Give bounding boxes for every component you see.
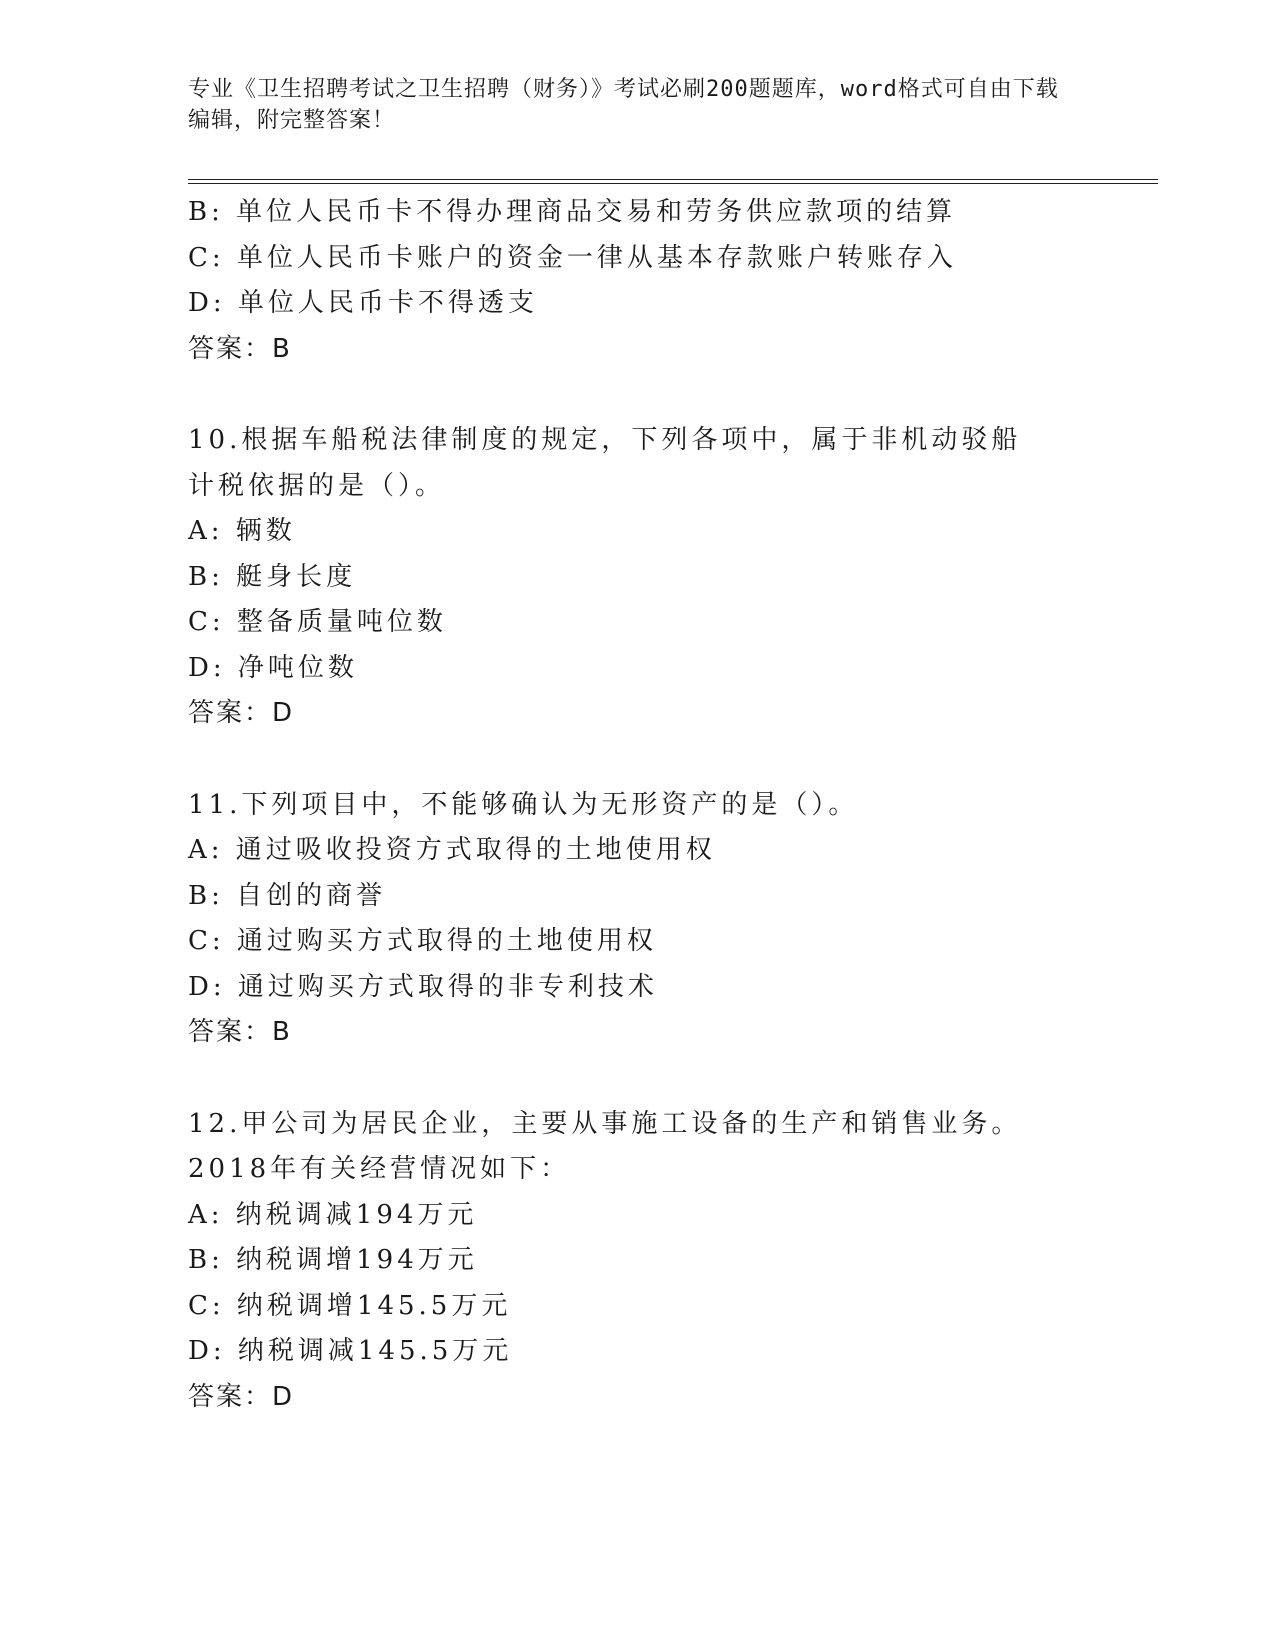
option-d: D: 单位人民币卡不得透支	[188, 288, 538, 318]
option-d: D: 通过购买方式取得的非专利技术	[188, 971, 658, 1002]
option-a: A: 通过吸收投资方式取得的土地使用权	[188, 835, 716, 865]
option-c: C: 单位人民币卡账户的资金一律从基本存款账户转账存入	[188, 242, 957, 273]
question-title: 12.甲公司为居民企业，主要从事施工设备的生产和销售业务。2018年有关经营情况如下：	[188, 1108, 1022, 1184]
previous-question-continuation	[188, 190, 1088, 372]
option-b: B: 纳税调增194万元	[188, 1245, 478, 1275]
spacer	[188, 372, 1088, 418]
option-c: C: 纳税调增145.5万元	[188, 1290, 512, 1321]
question-title: 11.下列项目中，不能够确认为无形资产的是（）。	[188, 789, 859, 820]
question-title: 10.根据车船税法律制度的规定，下列各项中，属于非机动驳船计税依据的是（）。	[188, 425, 1022, 501]
option-b: B: 艇身长度	[188, 561, 357, 592]
header-rule-top	[188, 179, 1158, 180]
option-a: A: 纳税调减194万元	[188, 1199, 478, 1230]
header-rule-bottom	[188, 183, 1158, 184]
question-12	[188, 1102, 1088, 1421]
option-b: B: 单位人民币卡不得办理商品交易和劳务供应款项的结算	[188, 197, 957, 227]
option-b: B: 自创的商誉	[188, 880, 387, 911]
question-10	[188, 418, 1088, 737]
answer-label: 答案：B	[188, 333, 292, 364]
question-11	[188, 783, 1088, 1056]
document-header: 专业《卫生招聘考试之卫生招聘（财务）》考试必刷200题题库，word格式可自由下载编辑，附完整答案！	[188, 77, 1059, 133]
answer-label: 答案：D	[188, 698, 295, 728]
option-a: A: 辆数	[188, 516, 296, 546]
option-d: D: 净吨位数	[188, 652, 358, 683]
question-list	[188, 190, 1088, 1420]
answer-label: 答案：B	[188, 1017, 292, 1047]
spacer	[188, 1056, 1088, 1102]
spacer	[188, 737, 1088, 783]
option-c: C: 通过购买方式取得的土地使用权	[188, 926, 657, 956]
option-d: D: 纳税调减145.5万元	[188, 1336, 513, 1366]
option-c: C: 整备质量吨位数	[188, 607, 447, 637]
answer-label: 答案：D	[188, 1381, 295, 1412]
